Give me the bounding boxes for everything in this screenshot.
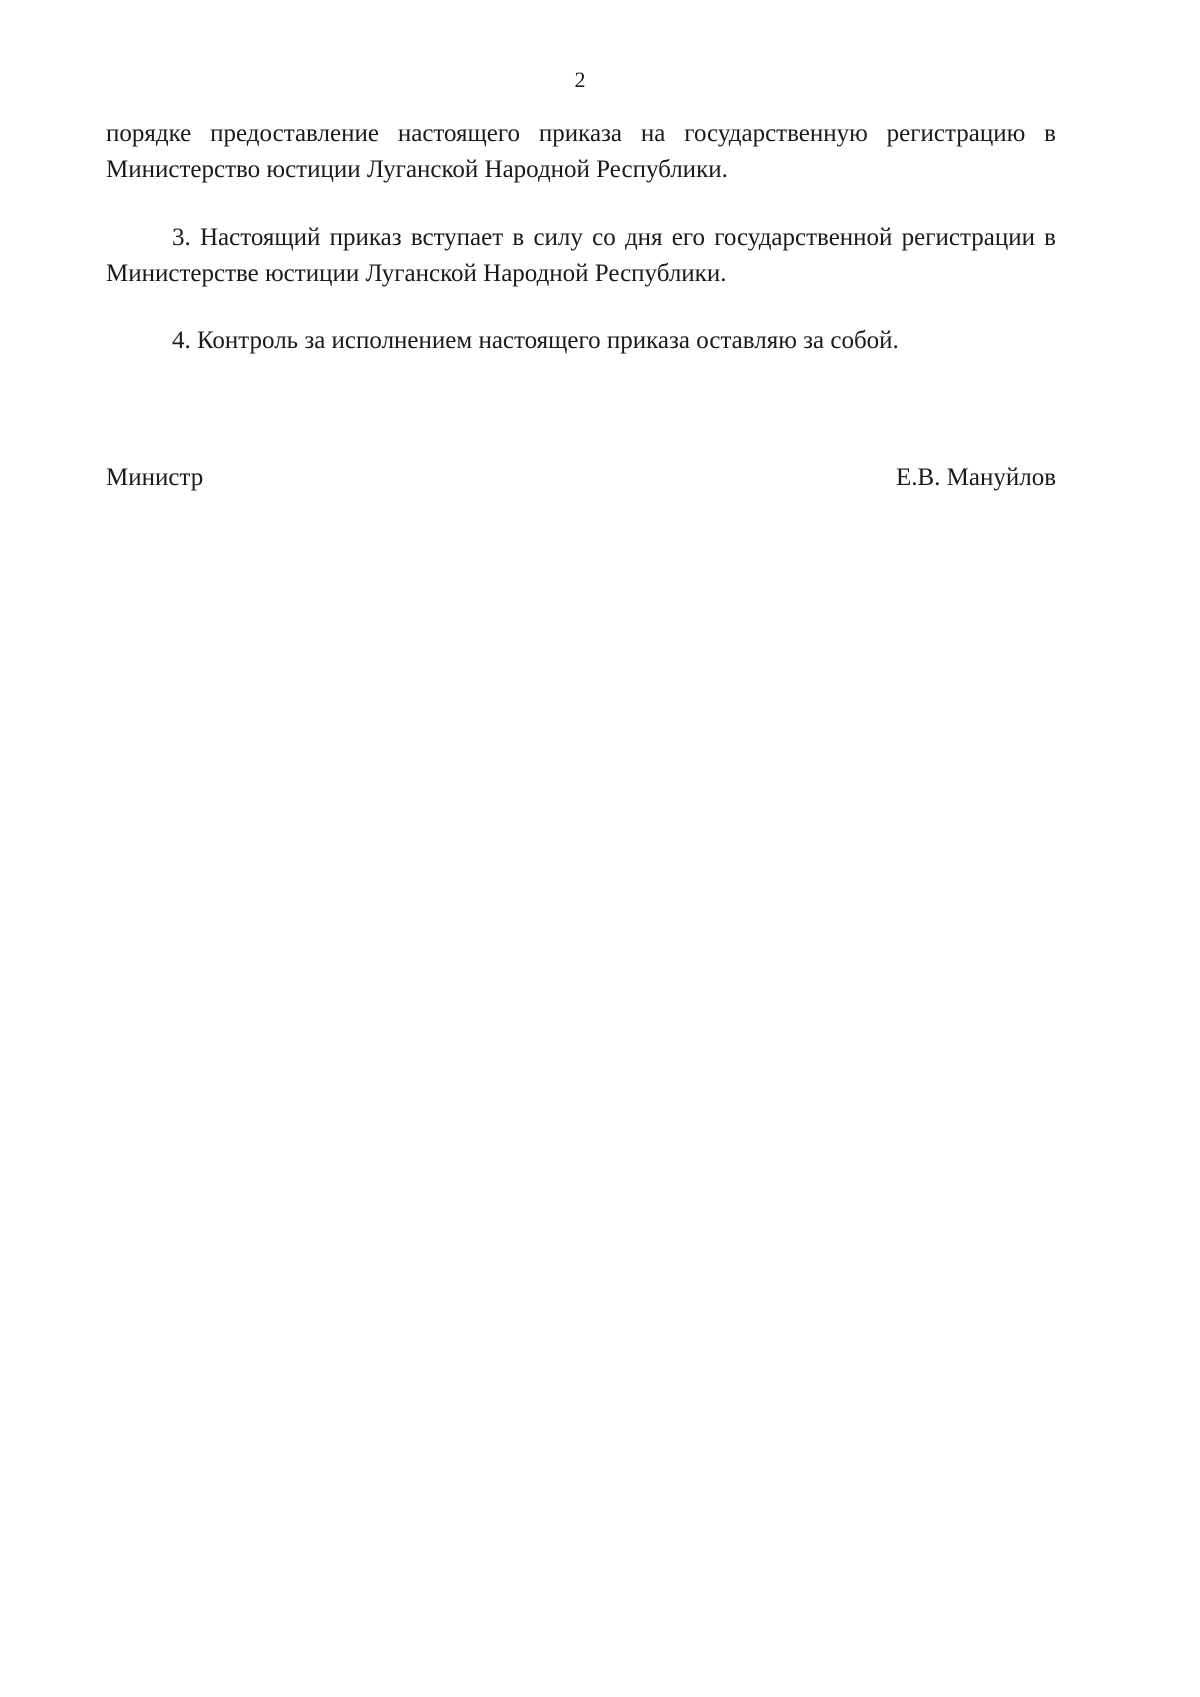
page-number: 2 [574, 67, 586, 92]
paragraph-continuation: порядке предоставление настоящего приказа на государственную регистрацию в Министерство юстиции Луганской Народной Республики. [106, 120, 1056, 183]
signatory-name: Е.В. Мануйлов [895, 464, 1056, 491]
signature-block [106, 460, 1056, 496]
signatory-position: Министр [106, 464, 204, 491]
paragraph-item-3: 3. Настоящий приказ вступает в силу со дня его государственной регистрации в Министерстве юстиции Луганской Народной Республики. [106, 224, 1056, 287]
paragraph-item-4: 4. Контроль за исполнением настоящего приказа оставляю за собой. [172, 327, 899, 354]
